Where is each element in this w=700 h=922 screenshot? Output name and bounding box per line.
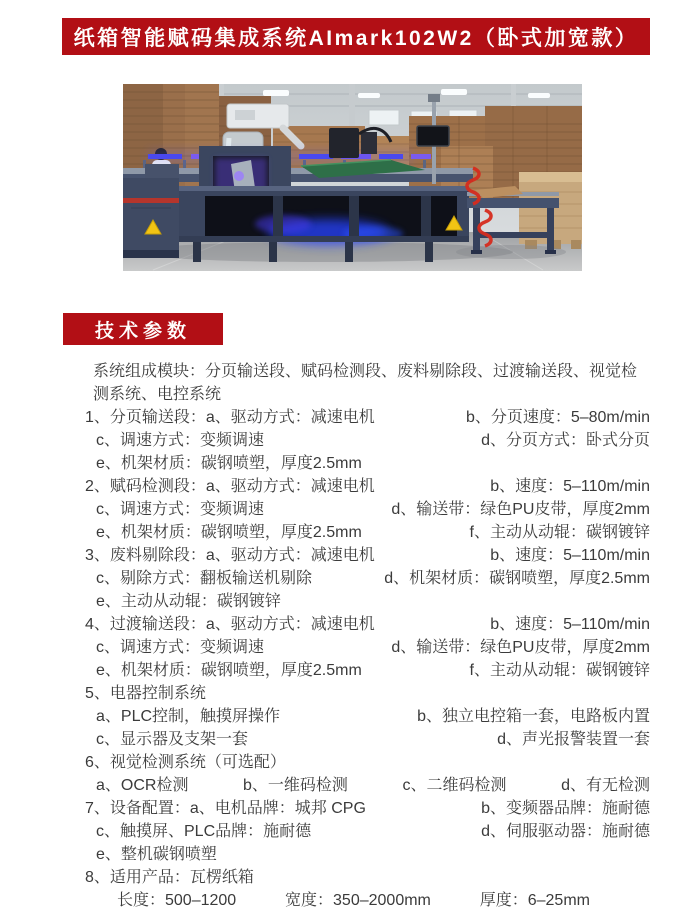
spec-cell: 长度：500–1200 — [117, 892, 237, 909]
spec-cell: f、主动从动辊：碳钢镀锌 — [469, 662, 650, 679]
spec-cell: d、分页方式：卧式分页 — [481, 432, 650, 449]
spec-row — [0, 751, 700, 774]
spec-cell: c、显示器及支架一套 — [96, 731, 249, 748]
left-cabinet — [123, 164, 179, 258]
spec-row — [0, 452, 700, 475]
spec-cell: d、机架材质：碳钢喷塑，厚度2.5mm — [384, 570, 650, 587]
spec-cell: d、声光报警装置一套 — [497, 731, 650, 748]
spec-row — [0, 360, 700, 383]
spec-cell: c、触摸屏、PLC品牌：施耐德 — [96, 823, 312, 840]
spec-row — [0, 728, 700, 751]
spec-row — [0, 636, 700, 659]
spec-cell: d、有无检测 — [561, 777, 650, 794]
spec-cell: d、伺服驱动器：施耐德 — [481, 823, 650, 840]
spec-cell: b、一维码检测 — [243, 777, 348, 794]
spec-row — [0, 682, 700, 705]
spec-cell: a、OCR检测 — [96, 777, 189, 794]
spec-row — [0, 866, 700, 889]
page-title-text: 纸箱智能赋码集成系统AImark102W2（卧式加宽款） — [73, 26, 639, 50]
spec-cell: 5、电器控制系统 — [85, 685, 206, 702]
spec-cell: c、剔除方式：翻板输送机剔除 — [96, 570, 313, 587]
spec-cell: 6、视觉检测系统（可选配） — [85, 754, 286, 771]
spec-row — [0, 590, 700, 613]
spec-cell: d、输送带：绿色PU皮带，厚度2mm — [391, 501, 650, 518]
section-badge — [63, 313, 223, 345]
spec-cell: 宽度：350–2000mm — [285, 892, 431, 909]
spec-row — [0, 659, 700, 682]
spec-row — [0, 521, 700, 544]
spec-row — [0, 613, 700, 636]
product-photo — [123, 84, 582, 271]
spec-cell: f、主动从动辊：碳钢镀锌 — [469, 524, 650, 541]
spec-cell: 3、废料剔除段：a、驱动方式：减速电机 — [85, 547, 375, 564]
spec-row — [0, 498, 700, 521]
spec-row — [0, 544, 700, 567]
spec-row — [0, 705, 700, 728]
spec-cell: b、独立电控箱一套，电路板内置 — [417, 708, 650, 725]
spec-cell: b、速度：5–110m/min — [490, 547, 650, 564]
spec-cell: 2、赋码检测段：a、驱动方式：减速电机 — [85, 478, 375, 495]
section-badge-text: 技术参数 — [94, 320, 191, 342]
spec-cell: 7、设备配置：a、电机品牌：城邦 CPG — [85, 800, 366, 817]
spec-list — [0, 360, 700, 912]
spec-cell: 8、适用产品：瓦楞纸箱 — [85, 869, 254, 886]
spec-cell: 测系统、电控系统 — [93, 386, 222, 403]
spec-cell: 1、分页输送段：a、驱动方式：减速电机 — [85, 409, 375, 426]
spec-cell: c、调速方式：变频调速 — [96, 432, 265, 449]
spec-cell: 4、过渡输送段：a、驱动方式：减速电机 — [85, 616, 375, 633]
spec-cell: e、主动从动辊：碳钢镀锌 — [96, 593, 281, 610]
spec-cell: b、变频器品牌：施耐德 — [481, 800, 650, 817]
page-title — [62, 18, 650, 55]
spec-cell: 系统组成模块：分页输送段、赋码检测段、废料剔除段、过渡输送段、视觉检 — [93, 363, 638, 380]
spec-row — [0, 406, 700, 429]
spec-cell: c、调速方式：变频调速 — [96, 639, 265, 656]
spec-row — [0, 475, 700, 498]
spec-row — [0, 820, 700, 843]
spec-cell: b、速度：5–110m/min — [490, 616, 650, 633]
spec-row — [0, 383, 700, 406]
spec-cell: 厚度：6–25mm — [479, 892, 590, 909]
spec-cell: c、二维码检测 — [402, 777, 507, 794]
spec-cell: e、整机碳钢喷塑 — [96, 846, 217, 863]
spec-cell: b、分页速度：5–80m/min — [465, 409, 650, 426]
spec-cell: d、输送带：绿色PU皮带，厚度2mm — [391, 639, 650, 656]
spec-row — [0, 797, 700, 820]
spec-cell: c、调速方式：变频调速 — [96, 501, 265, 518]
spec-row — [0, 774, 700, 797]
spec-cell: b、速度：5–110m/min — [490, 478, 650, 495]
spec-cell: a、PLC控制，触摸屏操作 — [96, 708, 281, 725]
spec-row — [0, 843, 700, 866]
spec-row — [0, 429, 700, 452]
machine-photo-illustration — [123, 84, 582, 271]
spec-cell: e、机架材质：碳钢喷塑，厚度2.5mm — [96, 662, 362, 679]
spec-cell: e、机架材质：碳钢喷塑，厚度2.5mm — [96, 455, 362, 472]
spec-row — [0, 889, 700, 912]
spec-row — [0, 567, 700, 590]
spec-cell: e、机架材质：碳钢喷塑，厚度2.5mm — [96, 524, 362, 541]
